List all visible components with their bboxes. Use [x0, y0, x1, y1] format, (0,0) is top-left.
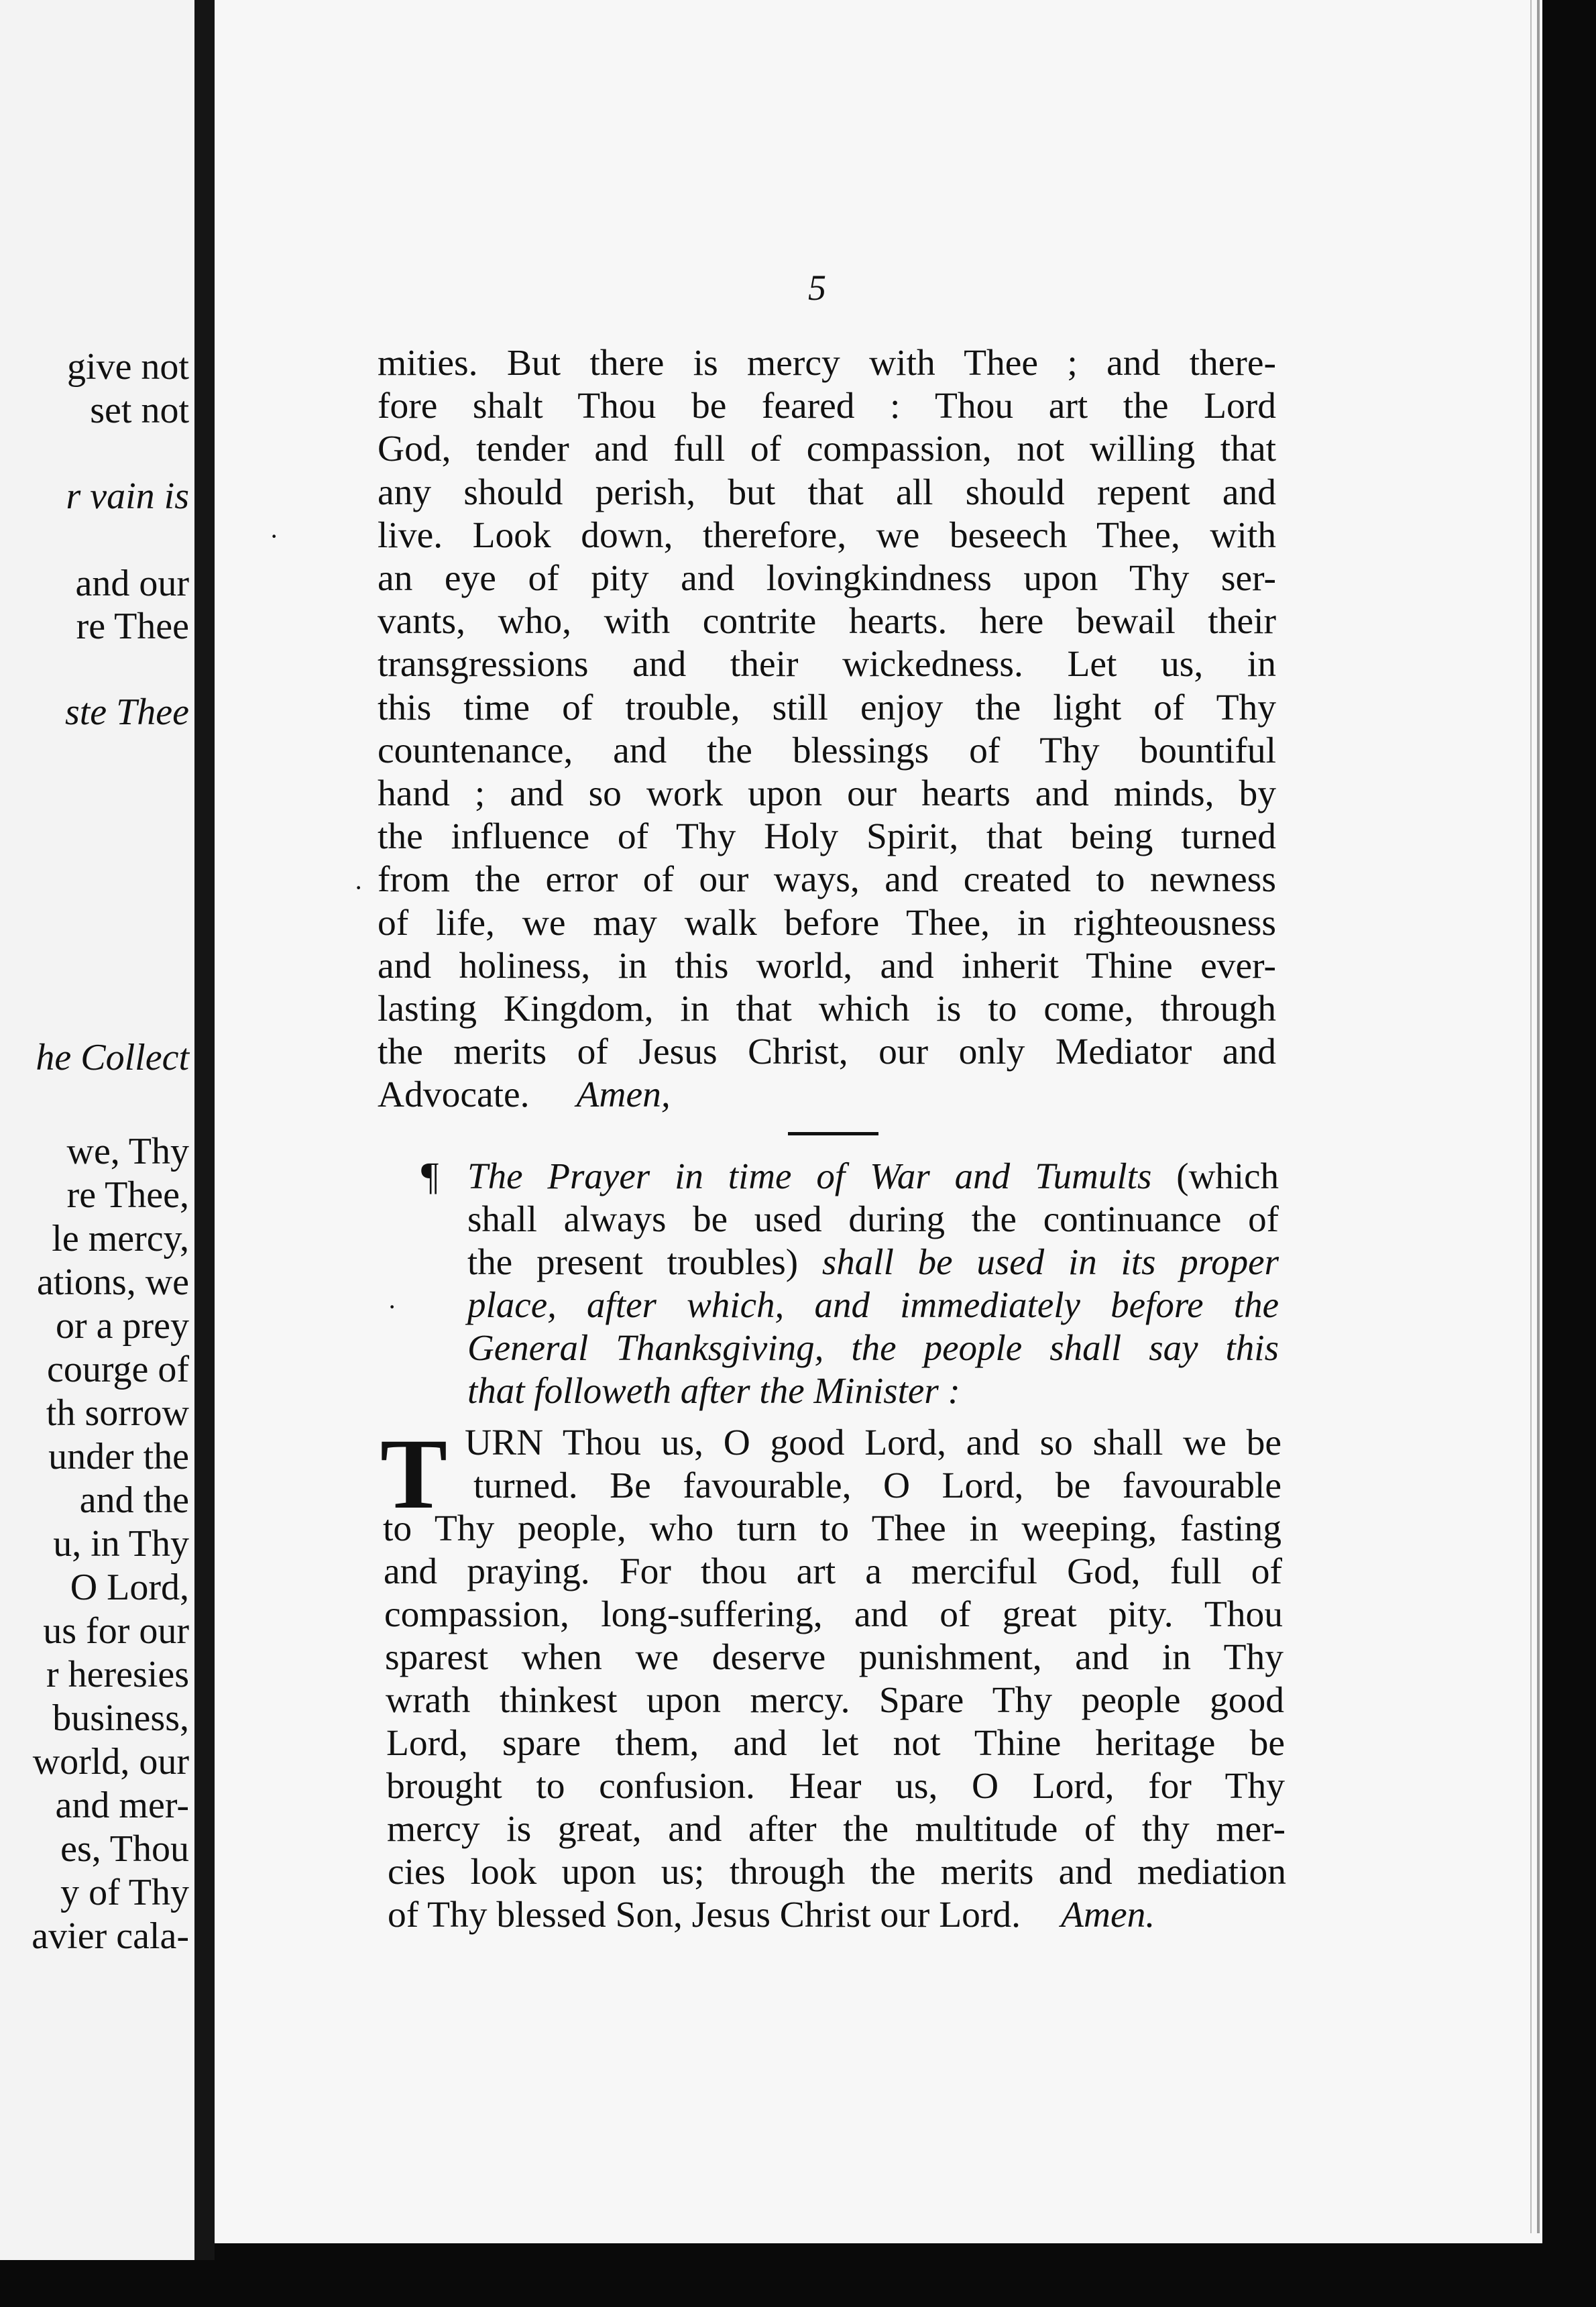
paragraph-line: hand ; and so work upon our hearts and minds, by: [378, 773, 1276, 814]
rubric-line: place, after which, and immediately before the: [467, 1284, 1279, 1325]
left-page-line: avier cala-: [32, 1915, 189, 1957]
rubric-line: that followeth after the Minister :: [467, 1370, 960, 1411]
prayer-line: compassion, long-suffering, and of great pity. Thou: [384, 1594, 1283, 1635]
left-page-line: world, our: [32, 1741, 189, 1783]
paragraph-line: lasting Kingdom, in that which is to come, through: [378, 989, 1276, 1029]
left-page: [0, 0, 194, 2260]
amen: Amen.: [1061, 1895, 1155, 1935]
paragraph-line: of life, we may walk before Thee, in righteousness: [378, 903, 1276, 944]
paragraph-last-line: Advocate. Amen,: [378, 1074, 671, 1115]
prayer-line: sparest when we deserve punishment, and in Thy: [385, 1637, 1284, 1678]
amen: Amen,: [576, 1074, 671, 1115]
left-page-line: ste Thee: [64, 691, 189, 733]
paragraph-line: countenance, and the blessings of Thy bountiful: [378, 730, 1276, 771]
paragraph-line: vants, who, with contrite hearts. here bewail their: [378, 601, 1276, 642]
pilcrow-mark: ¶: [421, 1154, 439, 1198]
page-edge: [1537, 0, 1540, 2233]
rubric-line: shall always be used during the continuance of: [467, 1198, 1279, 1239]
paragraph-line: the influence of Thy Holy Spirit, that being turned: [378, 816, 1276, 857]
paragraph-line: fore shalt Thou be feared : Thou art the Lord: [378, 386, 1276, 427]
left-page-line: give not: [67, 346, 189, 388]
prayer-last-line: of Thy blessed Son, Jesus Christ our Lord. Amen.: [388, 1895, 1155, 1935]
prayer-line: Lord, spare them, and let not Thine heritage be: [386, 1723, 1285, 1764]
left-page-line: re Thee,: [66, 1174, 189, 1216]
left-page-line: or a prey: [55, 1305, 189, 1347]
left-page-line: r heresies: [46, 1654, 189, 1695]
rubric-line: the present troubles) shall be used in its proper: [467, 1241, 1279, 1282]
left-page-line: y of Thy: [60, 1872, 189, 1913]
paragraph-line: any should perish, but that all should repent and: [378, 472, 1276, 513]
paragraph-line: God, tender and full of compassion, not willing that: [378, 429, 1276, 469]
left-page-line: and mer-: [55, 1785, 189, 1826]
left-page-line: under the: [48, 1436, 189, 1477]
left-page-line: es, Thou: [60, 1828, 189, 1870]
paragraph-line: mities. But there is mercy with Thee ; and there-: [378, 343, 1276, 384]
prayer-line: mercy is great, and after the multitude of thy mer-: [387, 1809, 1286, 1850]
left-page-line: and our: [75, 563, 189, 604]
prayer-line: brought to confusion. Hear us, O Lord, for Thy: [386, 1766, 1285, 1807]
paragraph-line: an eye of pity and lovingkindness upon Thy ser-: [378, 558, 1276, 599]
left-page-line: u, in Thy: [53, 1523, 189, 1565]
paragraph-line: this time of trouble, still enjoy the light of Thy: [378, 687, 1276, 728]
left-page-line: re Thee: [76, 606, 189, 647]
left-page-line: he Collect: [36, 1037, 189, 1078]
rubric-line: The Prayer in time of War and Tumults (which: [467, 1156, 1279, 1196]
page-number: 5: [808, 268, 826, 308]
left-page-line: le mercy,: [52, 1218, 189, 1259]
prayer-line: to Thy people, who turn to Thee in weeping, fasting: [383, 1508, 1281, 1549]
left-page-line: ations, we: [36, 1261, 189, 1303]
prayer-line: URN Thou us, O good Lord, and so shall we be: [465, 1422, 1281, 1463]
prayer-line: and praying. For thou art a merciful God, full of: [384, 1551, 1282, 1592]
prayer-line: cies look upon us; through the merits and mediation: [388, 1852, 1286, 1893]
stray-mark: ·: [354, 873, 363, 903]
page-edge: [1530, 0, 1532, 2233]
left-page-line: we, Thy: [66, 1131, 189, 1172]
prayer-line: wrath thinkest upon mercy. Spare Thy people good: [386, 1680, 1284, 1721]
paragraph-line: from the error of our ways, and created to newness: [378, 859, 1276, 900]
left-page-line: O Lord,: [70, 1567, 189, 1608]
left-page-line: r vain is: [66, 475, 189, 517]
stray-mark: ·: [388, 1292, 397, 1322]
left-page-line: us for our: [43, 1610, 189, 1652]
drop-cap: T: [380, 1418, 448, 1530]
paragraph-line: transgressions and their wickedness. Let us, in: [378, 644, 1276, 685]
left-page-line: and the: [79, 1479, 189, 1521]
stray-mark: ·: [270, 521, 279, 551]
book-gutter: [194, 0, 215, 2260]
left-page-line: courge of: [47, 1349, 189, 1390]
paragraph-line: live. Look down, therefore, we beseech Thee, with: [378, 515, 1276, 556]
section-divider: [788, 1132, 878, 1135]
rubric-line: General Thanksgiving, the people shall say this: [467, 1327, 1279, 1368]
paragraph-line: the merits of Jesus Christ, our only Mediator and: [378, 1031, 1276, 1072]
paragraph-line: and holiness, in this world, and inherit Thine ever-: [378, 946, 1276, 987]
left-page-line: set not: [90, 390, 189, 431]
left-page-line: business,: [52, 1697, 189, 1739]
prayer-line: turned. Be favourable, O Lord, be favourable: [473, 1465, 1281, 1506]
left-page-line: th sorrow: [46, 1392, 189, 1434]
